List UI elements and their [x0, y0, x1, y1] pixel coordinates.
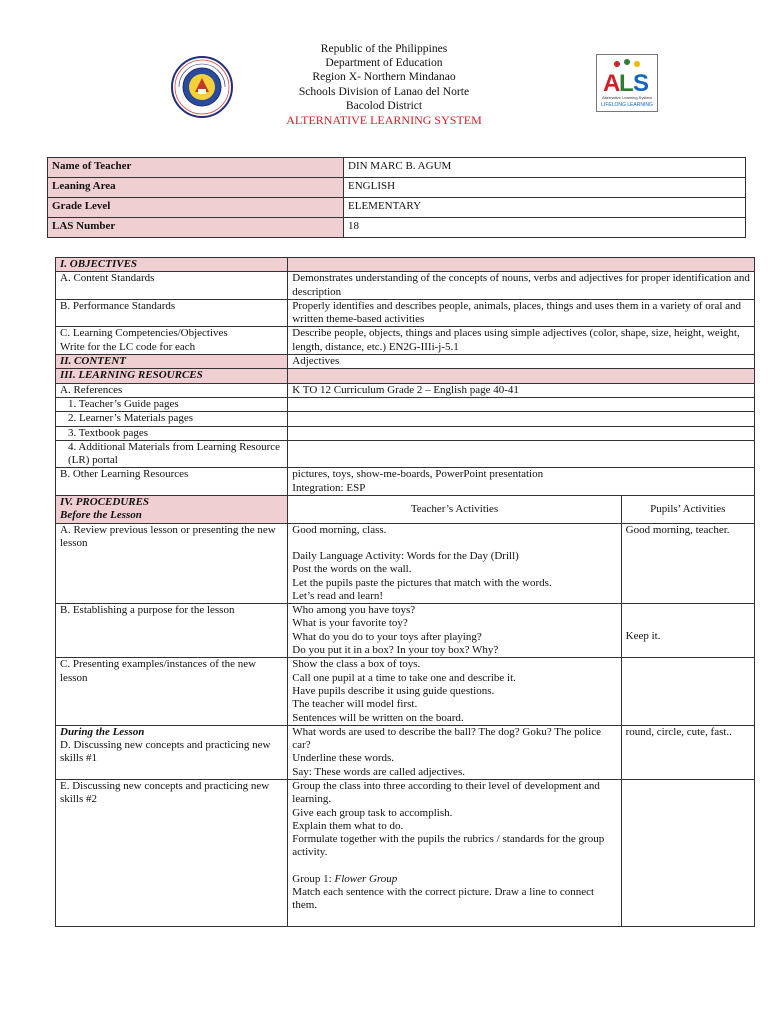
activity-line — [292, 873, 616, 886]
activity-line: Who among you have toys? — [292, 604, 416, 617]
activity-line: Do you put it in a box? In your toy box? Why? — [292, 644, 499, 657]
row-text — [288, 468, 755, 496]
row-text — [288, 440, 755, 468]
row-label: 2. Learner’s Materials pages — [56, 412, 288, 426]
table-row — [56, 397, 755, 411]
row-label: A. Review previous lesson or presenting the new lesson — [56, 523, 288, 603]
activity-line: Group the class into three according to their level of development and learning. — [292, 779, 600, 806]
pupils-activities-header: Pupils’ Activities — [621, 496, 754, 524]
section-heading-fill — [288, 369, 755, 383]
section-heading: III. LEARNING RESOURCES — [56, 369, 288, 383]
table-row — [56, 383, 755, 397]
row-label: 1. Teacher’s Guide pages — [56, 397, 288, 411]
activity-line: What is your favorite toy? — [292, 617, 408, 630]
row-text: Properly identifies and describes people, animals, places, things and uses them in a variety of oral and written theme-based activities — [288, 299, 755, 327]
section-heading — [56, 496, 288, 524]
activity-line: Formulate together with the pupils the rubrics / standards for the group activity. — [292, 833, 605, 859]
teacher-activity — [288, 725, 621, 779]
activity-line: Give each group task to accomplish. — [292, 806, 453, 819]
header-program-title: ALTERNATIVE LEARNING SYSTEM — [286, 113, 482, 128]
row-label: E. Discussing new concepts and practicing new skills #2 — [56, 779, 288, 926]
row-label: C. Presenting examples/instances of the new lesson — [56, 658, 288, 725]
row-text: Demonstrates understanding of the concepts of nouns, verbs and adjectives for proper identification and description — [288, 272, 755, 300]
header-line-3: Region X- Northern Mindanao — [312, 70, 456, 84]
info-value: ELEMENTARY — [344, 198, 746, 218]
pupil-activity — [621, 779, 754, 926]
row-text: Describe people, objects, things and places using simple adjectives (color, shape, size, height, weight, length, distance, etc.) EN2G-IIIi-j-5.1 — [288, 327, 755, 355]
activity-line: What words are used to describe the ball? The dog? Goku? The police car? — [292, 725, 602, 752]
table-row — [56, 523, 755, 603]
teacher-activity — [288, 658, 621, 725]
row-label: A. Content Standards — [56, 272, 288, 300]
teacher-info-table — [47, 157, 746, 238]
activity-line: Post the words on the wall. — [292, 563, 412, 576]
row-label: B. Establishing a purpose for the lesson — [56, 604, 288, 658]
table-row — [56, 327, 755, 355]
row-label: B. Performance Standards — [56, 299, 288, 327]
row-label-line: D. Discussing new concepts and practicing new skills #1 — [60, 739, 271, 765]
activity-line: Match each sentence with the correct picture. Draw a line to connect them. — [292, 886, 595, 912]
section-row-procedures — [56, 496, 755, 524]
activity-line: Explain them what to do. — [292, 819, 404, 832]
row-text — [288, 426, 755, 440]
table-row — [56, 779, 755, 926]
table-row — [56, 725, 755, 779]
pupil-activity: round, circle, cute, fast.. — [621, 725, 754, 779]
info-value: ENGLISH — [344, 178, 746, 198]
info-row — [48, 218, 746, 238]
section-row-objectives — [56, 258, 755, 272]
row-label: 4. Additional Materials from Learning Resource (LR) portal — [56, 440, 288, 468]
section-heading: I. OBJECTIVES — [56, 258, 288, 272]
table-row — [56, 604, 755, 658]
info-label: LAS Number — [48, 218, 344, 238]
info-row — [48, 178, 746, 198]
document-header — [0, 42, 768, 127]
table-row — [56, 272, 755, 300]
teacher-activity — [288, 523, 621, 603]
row-label: 3. Textbook pages — [56, 426, 288, 440]
blank-line — [292, 860, 616, 873]
section-row-resources — [56, 369, 755, 383]
before-lesson-subheading: Before the Lesson — [60, 509, 142, 522]
teacher-activities-header: Teacher’s Activities — [288, 496, 621, 524]
section-heading: II. CONTENT — [56, 355, 288, 369]
section-heading-fill — [288, 258, 755, 272]
row-text: K TO 12 Curriculum Grade 2 – English page 40-41 — [288, 383, 755, 397]
row-text — [288, 397, 755, 411]
info-row — [48, 158, 746, 178]
table-row — [56, 658, 755, 725]
section-row-content — [56, 355, 755, 369]
row-label — [56, 327, 288, 355]
activity-line: What do you do to your toys after playing? — [292, 630, 482, 643]
svg-text:S: S — [633, 70, 650, 97]
row-label-line: C. Learning Competencies/Objectives — [60, 327, 228, 340]
activity-line: Say: These words are called adjectives. — [292, 765, 465, 778]
pupil-activity — [621, 658, 754, 725]
lesson-plan-table — [55, 257, 755, 927]
info-label: Name of Teacher — [48, 158, 344, 178]
pupil-activity: Good morning, teacher. — [621, 523, 754, 603]
table-row — [56, 299, 755, 327]
activity-line: Show the class a box of toys. — [292, 658, 421, 671]
svg-text:Alternative Learning System: Alternative Learning System — [601, 95, 653, 100]
svg-text:LIFELONG LEARNING: LIFELONG LEARNING — [601, 102, 653, 108]
blank-line — [626, 604, 750, 617]
activity-line: Call one pupil at a time to take one and describe it. — [292, 671, 516, 684]
row-label: B. Other Learning Resources — [56, 468, 288, 496]
table-row — [56, 412, 755, 426]
header-line-4: Schools Division of Lanao del Norte — [298, 84, 470, 98]
pupil-activity — [621, 604, 754, 658]
row-label — [56, 725, 288, 779]
info-value: 18 — [344, 218, 746, 238]
info-label: Leaning Area — [48, 178, 344, 198]
activity-line: The teacher will model first. — [292, 698, 418, 711]
header-line-5: Bacolod District — [345, 98, 423, 112]
table-row — [56, 468, 755, 496]
row-label: A. References — [56, 383, 288, 397]
info-label: Grade Level — [48, 198, 344, 218]
blank-line — [292, 537, 616, 550]
procedures-heading: IV. PROCEDURES — [60, 496, 150, 509]
activity-line: Daily Language Activity: Words for the Day (Drill) — [292, 549, 519, 562]
activity-line: Sentences will be written on the board. — [292, 711, 464, 724]
row-text: Adjectives — [288, 355, 755, 369]
teacher-activity — [288, 779, 621, 926]
table-row — [56, 426, 755, 440]
table-row — [56, 440, 755, 468]
blank-line — [626, 617, 750, 630]
group-prefix: Group 1: — [292, 872, 335, 885]
row-text-line: Integration: ESP — [292, 481, 366, 494]
activity-line: Let’s read and learn! — [292, 589, 383, 602]
during-lesson-subheading: During the Lesson — [60, 725, 145, 738]
info-row — [48, 198, 746, 218]
group-name: Flower Group — [334, 872, 398, 885]
svg-text:A: A — [603, 70, 621, 97]
row-label-line: Write for the LC code for each — [60, 340, 196, 353]
activity-line: Have pupils describe it using guide questions. — [292, 684, 495, 697]
row-text — [288, 412, 755, 426]
activity-line: Good morning, class. — [292, 523, 387, 536]
svg-text:L: L — [619, 70, 634, 97]
header-line-2: Department of Education — [325, 56, 443, 70]
activity-line: Let the pupils paste the pictures that match with the words. — [292, 576, 552, 589]
row-text-line: pictures, toys, show-me-boards, PowerPoint presentation — [292, 468, 544, 481]
info-value: DIN MARC B. AGUM — [344, 158, 746, 178]
activity-line: Keep it. — [625, 630, 661, 643]
header-line-1: Republic of the Philippines — [320, 42, 448, 55]
teacher-activity — [288, 604, 621, 658]
activity-line: Underline these words. — [292, 752, 395, 765]
